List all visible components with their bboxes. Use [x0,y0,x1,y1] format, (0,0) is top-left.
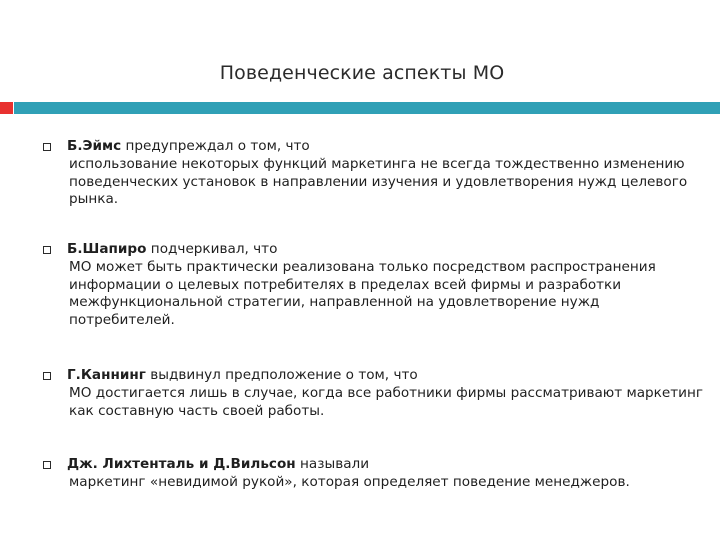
bullet-body: маркетинг «невидимой рукой», которая определяет поведение менеджеров. [69,473,630,490]
bullet-lead [67,367,707,385]
square-bullet-icon [43,372,51,380]
bullet-body: МО может быть практически реализована только посредством распространения информации о целевых потребителях в пределах всей фирмы и разработки межфункциональной стратегии, направленной на удовлетворение нужд потребителей. [69,258,656,329]
bullet-text [67,138,707,209]
square-bullet-icon [43,143,51,151]
bullet-lead [67,138,707,156]
bullet-body: использование некоторых функций маркетинга не всегда тождественно изменению поведенческих установок в направлении изучения и удовлетворения нужд целевого рынка. [69,155,688,208]
bullet-lead-text: называли [295,456,370,472]
bullet-text [67,241,707,330]
bullet-lead [67,241,707,259]
slide-title: Поведенческие аспекты МО [219,62,505,84]
bullet-body: МО достигается лишь в случае, когда все работники фирмы рассматривают маркетинг как составную часть своей работы. [69,384,704,419]
bullet-lead-text: подчеркивал, что [146,241,278,257]
bullet-lead [67,456,707,474]
bullet-lead-text: предупреждал о том, что [121,138,310,154]
bullet-text [67,367,707,420]
square-bullet-icon [43,246,51,254]
author-name: Дж. Лихтенталь и Д.Вильсон [67,456,296,472]
author-name: Б.Шапиро [67,241,147,257]
bullet-text [67,456,707,492]
author-name: Г.Каннинг [67,367,146,383]
author-name: Б.Эймс [67,138,122,154]
bullet-lead-text: выдвинул предположение о том, что [145,367,418,383]
square-bullet-icon [43,461,51,469]
